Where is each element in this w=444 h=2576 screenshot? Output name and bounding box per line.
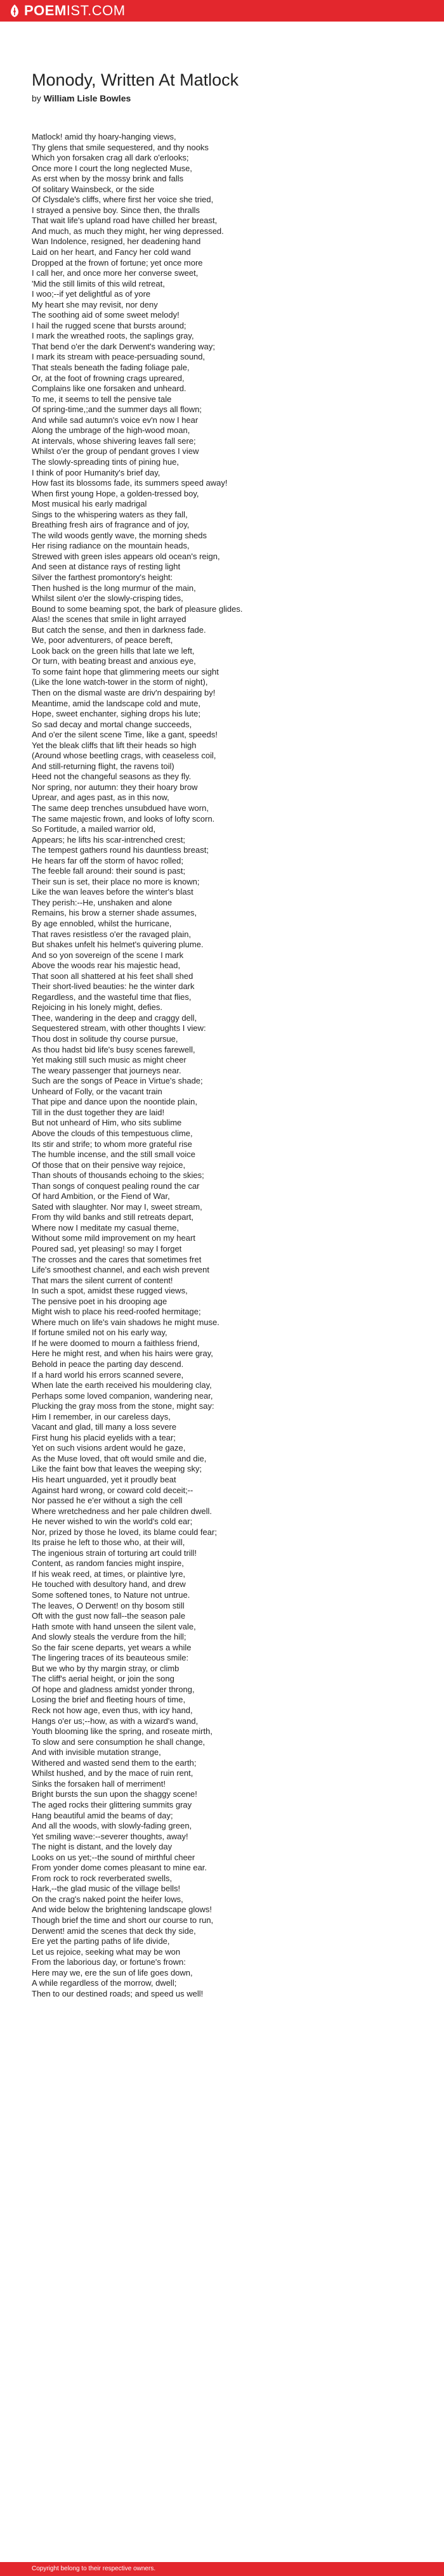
logo-bold-text: POEM — [24, 3, 67, 18]
site-logo[interactable] — [24, 0, 126, 22]
poem-body: Matlock! amid thy hoary-hanging views, Thy glens that smile sequestered, and thy nooks Which yon forsaken crag all dark o'erlooks; Once more I court the long neglected Muse, As erst when by the mossy brink and falls Of solitary Wainsbeck, or the side Of Clysdale's cliffs, where first her voice she tried, I strayed a pensive boy. Since then, the thralls That wait life's upland road have chilled her breast, And much, as much they might, her wing depressed. Wan Indolence, resigned, her deadening hand Laid on her heart, and Fancy her cold wand Dropped at the frown of fortune; yet once more I call her, and once more her converse sweet, 'Mid the still limits of this wild retreat, I woo;--if yet delightful as of yore My heart she may revisit, nor deny The soothing aid of some sweet melody! I hail the rugged scene that bursts around; I mark the wreathed roots, the saplings gray, That bend o'er the dark Derwent's wandering way; I mark its stream with peace-persuading sound, That steals beneath the fading foliage pale, Or, at the foot of frowning crags upreared, Complains like one forsaken and unheard. To me, it seems to tell the pensive tale Of spring-time,;and the summer days all flown; And while sad autumn's voice ev'n now I hear Along the umbrage of the high-wood moan, At intervals, whose shivering leaves fall sere; Whilst o'er the group of pendant groves I view The slowly-spreading tints of pining hue, I think of poor Humanity's brief day, How fast its blossoms fade, its summers speed away! When first young Hope, a golden-tressed boy, Most musical his early madrigal Sings to the whispering waters as they fall, Breathing fresh airs of fragrance and of joy, The wild woods gently wave, the morning sheds Her rising radiance on the mountain heads, Strewed with green isles appears old ocean's reign, And seen at distance rays of resting light Silver the farthest promontory's height: Then hushed is the long murmur of the main, Whilst silent o'er the slowly-crisping tides, Bound to some beaming spot, the bark of pleasure glides. Alas! the scenes that smile in light arrayed But catch the sense, and then in darkness fade. We, poor adventurers, of peace bereft, Look back on the green hills that late we left, Or turn, with beating breast and anxious eye, To some faint hope that glimmering meets our sight (Like the lone watch-tower in the storm of night), Then on the dismal waste are driv'n despairing by! Meantime, amid the landscape cold and mute, Hope, sweet enchanter, sighing drops his lute; So sad decay and mortal change succeeds, And o'er the silent scene Time, like a gant, speeds! Yet the bleak cliffs that lift their heads so high (Around whose beetling crags, with ceaseless coil, And still-returning flight, the ravens toil) Heed not the changeful seasons as they fly. Nor spring, nor autumn: they their hoary brow Uprear, and ages past, as in this now, The same deep trenches unsubdued have worn, The same majestic frown, and looks of lofty scorn. So Fortitude, a mailed warrior old, Appears; he lifts his scar-intrenched crest; The tempest gathers round his dauntless breast; He hears far off the storm of havoc rolled; The feeble fall around: their sound is past; Their sun is set, their place no more is known; Like the wan leaves before the winter's blast They perish:--He, unshaken and alone Remains, his brow a sterner shade assumes, By age ennobled, whilst the hurricane, That raves resistless o'er the ravaged plain, But shakes unfelt his helmet's quivering plume. And so yon sovereign of the scene I mark Above the woods rear his majestic head, That soon all shattered at his feet shall shed Their short-lived beauties: he the winter dark Regardless, and the wasteful time that flies, Rejoicing in his lonely might, defies. Thee, wandering in the deep and craggy dell, Sequestered stream, with other thoughts I view: Thou dost in solitude thy course pursue, As thou hadst bid life's busy scenes farewell, Yet making still such music as might cheer The weary passenger that journeys near. Such are the songs of Peace in Virtue's shade; Unheard of Folly, or the vacant train That pipe and dance upon the noontide plain, Till in the dust together they are laid! But not unheard of Him, who sits sublime Above the clouds of this tempestuous clime, Its stir and strife; to whom more grateful rise The humble incense, and the still small voice Of those that on their pensive way rejoice, Than shouts of thousands echoing to the skies; Than songs of conquest pealing round the car Of hard Ambition, or the Fiend of War, Sated with slaughter. Nor may I, sweet stream, From thy wild banks and still retreats depart, Where now I meditate my casual theme, Without some mild improvement on my heart Poured sad, yet pleasing! so may I forget The crosses and the cares that sometimes fret Life's smoothest channel, and each wish prevent That mars the silent current of content! In such a spot, amidst these rugged views, The pensive poet in his drooping age Might wish to place his reed-roofed hermitage; Where much on life's vain shadows he might muse. If fortune smiled not on his early way, If he were doomed to mourn a faithless friend, Here he might rest, and when his hairs were gray, Behold in peace the parting day descend. If a hard world his errors scanned severe, When late the earth received his mouldering clay, Perhaps some loved companion, wandering near, Plucking the gray moss from the stone, might say: Him I remember, in our careless days, Vacant and glad, till many a loss severe First hung his placid eyelids with a tear; Yet on such visions ardent would he gaze, As the Muse loved, that oft would smile and die, Like the faint bow that leaves the weeping sky; His heart unguarded, yet it proudly beat Against hard wrong, or coward cold deceit;-- Nor passed he e'er without a sigh the cell Where wretchedness and her pale children dwell. He never wished to win the world's cold ear; Nor, prized by those he loved, its blame could fear; Its praise he left to those who, at their will, The ingenious strain of torturing art could trill! Content, as random fancies might inspire, If his weak reed, at times, or plaintive lyre, He touched with desultory hand, and drew Some softened tones, to Nature not untrue. The leaves, O Derwent! on thy bosom still Oft with the gust now fall--the season pale Hath smote with hand unseen the silent vale, And slowly steals the verdure from the hill; So the fair scene departs, yet wears a while The lingering traces of its beauteous smile: But we who by thy margin stray, or climb The cliff's aerial height, or join the song Of hope and gladness amidst yonder throng, Losing the brief and fleeting hours of time, Reck not how age, even thus, with icy hand, Hangs o'er us;--how, as with a wizard's wand, Youth blooming like the spring, and roseate mirth, To slow and sere consumption he shall change, And with invisible mutation strange, Withered and wasted send them to the earth; Whilst hushed, and by the mace of ruin rent, Sinks the forsaken hall of merriment! Bright bursts the sun upon the shaggy scene! The aged rocks their glittering summits gray Hang beautiful amid the beams of day; And all the woods, with slowly-fading green, Yet smiling wave:--severer thoughts, away! The night is distant, and the lovely day Looks on us yet;--the sound of mirthful cheer From yonder dome comes pleasant to mine ear. From rock to rock reverberated swells, Hark,--the glad music of the village bells! On the crag's naked point the heifer lows, And wide below the brightening landscape glows! Though brief the time and short our course to run, Derwent! amid the scenes that deck thy side, Ere yet the parting paths of life divide, Let us rejoice, seeking what may be won From the laborious day, or fortune's frown: Here may we, ere the sun of life goes down, A while regardless of the morrow, dwell; Then to our destined roads; and speed us well! — [32, 132, 243, 1998]
poem-title: Monody, Written At Matlock — [32, 70, 239, 89]
copyright-text: Copyright belong to their respective owners. — [32, 2565, 156, 2572]
site-footer — [0, 2562, 444, 2576]
poemist-pen-icon[interactable] — [9, 4, 20, 18]
site-header — [0, 0, 444, 22]
poem-container — [32, 70, 425, 1999]
byline — [32, 93, 425, 104]
by-label: by — [32, 93, 41, 103]
author-link[interactable]: William Lisle Bowles — [43, 93, 131, 103]
logo-light-text: IST.COM — [66, 3, 126, 18]
